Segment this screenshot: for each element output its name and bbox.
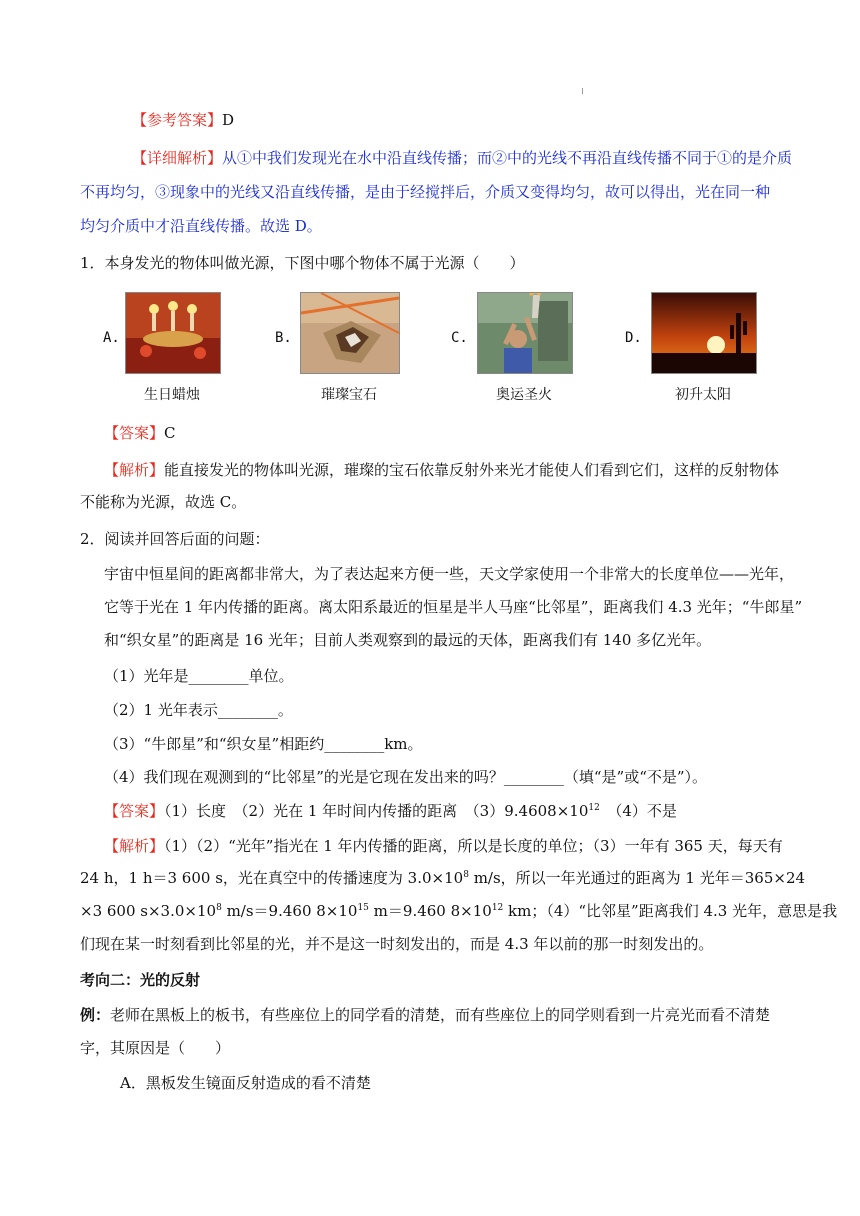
analysis-text-3c: m＝9.460 8×10: [368, 902, 492, 920]
sub-question-3: （3）“牛郎星”和“织女星”相距约________km。: [104, 735, 423, 753]
question-1-stem: 1．本身发光的物体叫做光源，下图中哪个物体不属于光源（ ）: [80, 254, 525, 272]
detail-analysis-text-1: 从①中我们发现光在水中沿直线传播；而②中的光线不再沿直线传播不同于①的是介质: [222, 149, 793, 167]
analysis-exponent-3a: 8: [216, 903, 222, 913]
analysis-exponent-3c: 12: [491, 903, 504, 913]
analysis-exponent-3b: 15: [357, 903, 369, 913]
passage-line-2: 它等于光在 1 年内传播的距离。离太阳系最近的恒星是半人马座“比邻星”，距离我们 4.3 光年；“牛郎星”: [104, 598, 803, 616]
passage-line-1: 宇宙中恒星间的距离都非常大，为了表达起来方便一些，天文学家使用一个非常大的长度单位——光年，: [104, 565, 795, 583]
question-1-answer: [104, 423, 176, 443]
example-text-1: 老师在黑板上的板书，有些座位上的同学看的清楚，而有些座位上的同学则看到一片亮光而看不清楚: [110, 1006, 771, 1024]
example-line-1: [80, 1005, 770, 1025]
analysis-label: 【解析】: [104, 461, 165, 479]
option-c-caption: 奥运圣火: [496, 387, 552, 403]
question-2-stem: 2．阅读并回答后面的问题：: [80, 530, 270, 548]
reference-answer-value: D: [222, 111, 235, 129]
example-label: 例：: [80, 1006, 111, 1024]
question-2-analysis-line-2: [80, 868, 805, 888]
question-1-analysis-line-1: [104, 460, 779, 480]
question-2-analysis-line-1: [104, 836, 783, 856]
question-2-analysis-line-3: [80, 901, 837, 921]
header-mark: [582, 88, 583, 94]
sub-question-2: （2）1 光年表示________。: [104, 701, 293, 719]
option-d-letter: D.: [625, 330, 642, 346]
reference-answer: [132, 110, 234, 130]
analysis-text-1: 能直接发光的物体叫光源，璀璨的宝石依靠反射外来光才能使人们看到它们，这样的反射物体: [164, 461, 780, 479]
sub-question-1: （1）光年是________单位。: [104, 667, 294, 685]
analysis-label: 【解析】: [104, 837, 165, 855]
detail-analysis-label: 【详细解析】: [132, 149, 223, 167]
analysis-text-3b: m/s＝9.460 8×10: [221, 902, 358, 920]
rising-sun-image: [651, 292, 757, 374]
reference-answer-label: 【参考答案】: [132, 111, 223, 129]
detail-analysis-line-2: 不再均匀，③现象中的光线又沿直线传播，是由于经搅拌后，介质又变得均匀，故可以得出，光在同一种: [80, 183, 771, 201]
analysis-text-3d: km；（4）“比邻星”距离我们 4.3 光年，意思是我: [503, 902, 838, 920]
answer-label: 【答案】: [104, 802, 165, 820]
option-a-letter: A.: [103, 330, 120, 346]
answer-exponent: 12: [588, 803, 600, 813]
detail-analysis-line-1: [132, 148, 792, 168]
option-a-caption: 生日蜡烛: [144, 387, 200, 403]
answer-text-a: （1）长度 （2）光在 1 年时间内传播的距离 （3）9.4608×10: [164, 802, 589, 820]
example-option-a: A．黑板发生镜面反射造成的看不清楚: [120, 1074, 371, 1092]
answer-label: 【答案】: [104, 424, 165, 442]
answer-value: C: [164, 424, 176, 442]
analysis-exponent-2: 8: [463, 870, 469, 880]
sub-question-4: （4）我们现在观测到的“比邻星”的光是它现在发出来的吗？________（填“是”或“不是”）。: [104, 768, 708, 786]
gemstone-image: [300, 292, 400, 374]
question-2-answer: [104, 801, 677, 821]
section-title: 考向二：光的反射: [80, 971, 201, 989]
question-1-analysis-line-2: 不能称为光源，故选 C。: [80, 493, 247, 511]
answer-text-b: （4）不是: [599, 802, 677, 820]
passage-line-3: 和“织女星”的距离是 16 光年；目前人类观察到的最远的天体，距离我们有 140 多亿光年。: [104, 631, 712, 649]
option-b-letter: B.: [275, 330, 292, 346]
option-c-letter: C.: [451, 330, 468, 346]
option-d-caption: 初升太阳: [675, 387, 731, 403]
analysis-text-1: （1）（2）“光年”指光在 1 年内传播的距离，所以是长度的单位；（3）一年有 365 天，每天有: [164, 837, 783, 855]
detail-analysis-line-3: 均匀介质中才沿直线传播。故选 D。: [80, 217, 322, 235]
option-b-caption: 璀璨宝石: [321, 387, 377, 403]
olympic-torch-image: [477, 292, 573, 374]
analysis-text-2a: 24 h，1 h＝3 600 s，光在真空中的传播速度为 3.0×10: [80, 869, 464, 887]
question-2-analysis-line-4: 们现在某一时刻看到比邻星的光，并不是这一时刻发出的，而是 4.3 年以前的那一时刻发出的。: [80, 935, 714, 953]
birthday-candles-image: [125, 292, 221, 374]
example-line-2: 字，其原因是（ ）: [80, 1039, 231, 1057]
analysis-text-2b: m/s，所以一年光通过的距离为 1 光年＝365×24: [468, 869, 806, 887]
analysis-text-3a: ×3 600 s×3.0×10: [80, 902, 217, 920]
